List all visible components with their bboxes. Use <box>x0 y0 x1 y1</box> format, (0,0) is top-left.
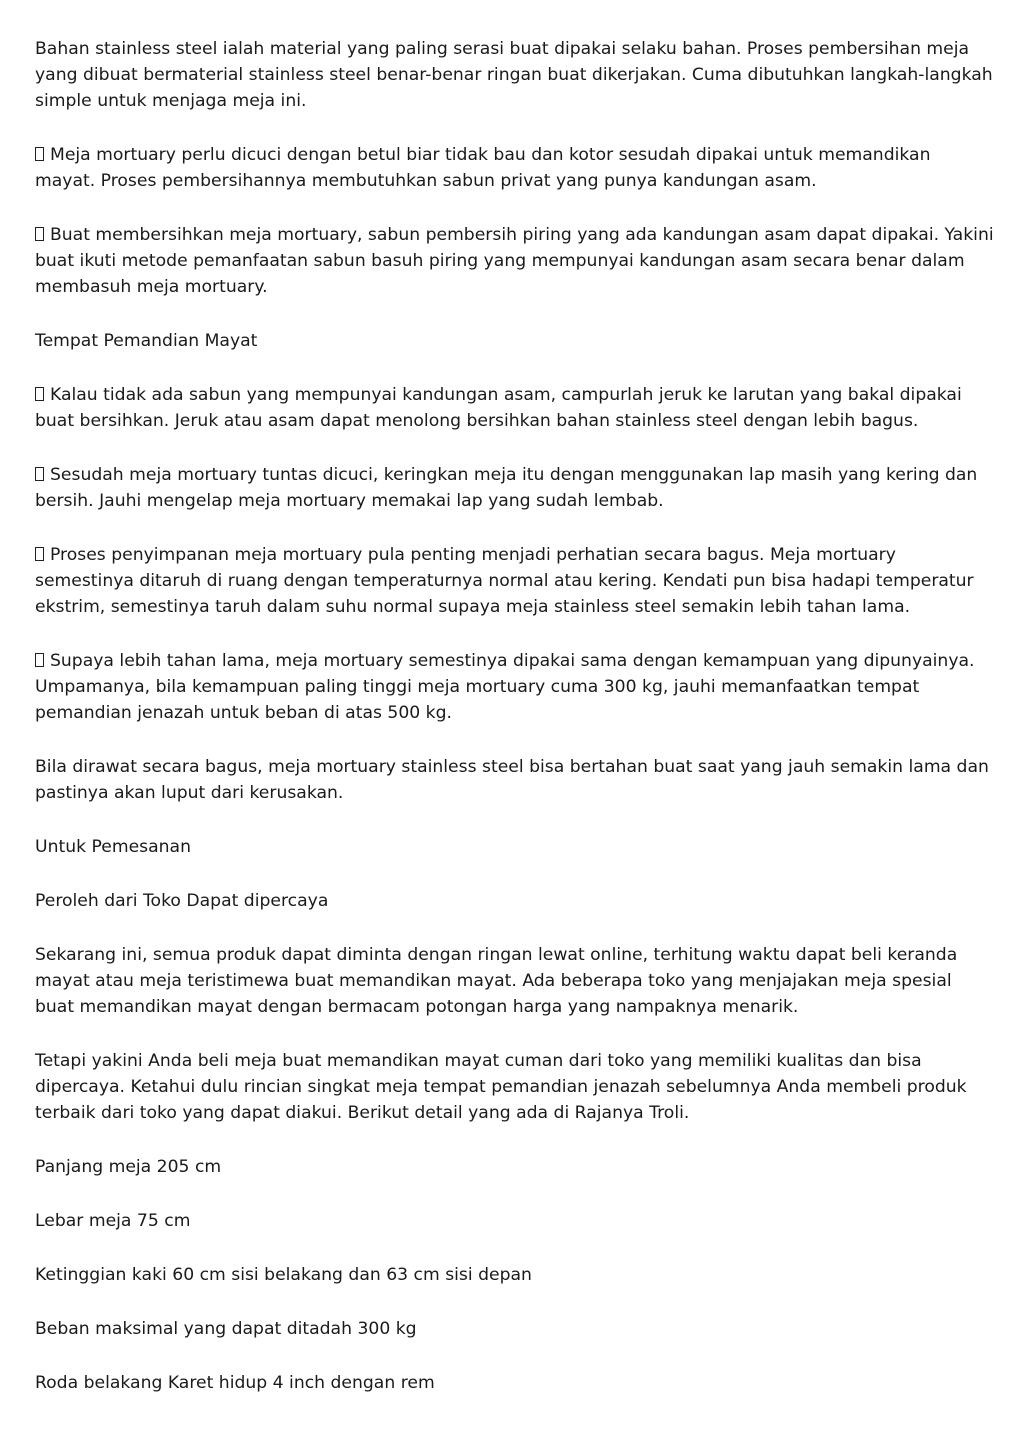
missing-glyph-icon <box>35 547 44 561</box>
spec-line: Beban maksimal yang dapat ditadah 300 kg <box>35 1319 417 1339</box>
spec-line: Ketinggian kaki 60 cm sisi belakang dan 63 cm sisi depan <box>35 1265 532 1285</box>
paragraph-heading: Untuk Pemesanan <box>35 837 191 857</box>
bullet-paragraph: Buat membersihkan meja mortuary, sabun pembersih piring yang ada kandungan asam dapat dipakai. Yakini buat ikuti metode pemanfaatan sabun basuh piring yang mempunyai kandungan asam secara benar dalam membasuh meja mortuary. <box>35 225 994 297</box>
paragraph-heading: Tempat Pemandian Mayat <box>35 331 258 351</box>
spec-line: Lebar meja 75 cm <box>35 1211 191 1231</box>
paragraph-body: Bila dirawat secara bagus, meja mortuary stainless steel bisa bertahan buat saat yang jauh semakin lama dan pastinya akan luput dari kerusakan. <box>35 757 989 803</box>
missing-glyph-icon <box>35 147 44 161</box>
bullet-paragraph: Proses penyimpanan meja mortuary pula penting menjadi perhatian secara bagus. Meja mortuary semestinya ditaruh di ruang dengan temperaturnya normal atau kering. Kendati pun bisa hadapi temperatur ekstrim, semestinya taruh dalam suhu normal supaya meja stainless steel semakin lebih tahan lama. <box>35 545 974 617</box>
missing-glyph-icon <box>35 653 44 667</box>
bullet-paragraph: Meja mortuary perlu dicuci dengan betul biar tidak bau dan kotor sesudah dipakai untuk memandikan mayat. Proses pembersihannya membutuhkan sabun privat yang punya kandungan asam. <box>35 145 931 191</box>
paragraph-body: Sekarang ini, semua produk dapat diminta dengan ringan lewat online, terhitung waktu dapat beli keranda mayat atau meja teristimewa buat memandikan mayat. Ada beberapa toko yang menjajakan meja spesial buat memandikan mayat dengan bermacam potongan harga yang nampaknya menarik. <box>35 945 958 1017</box>
bullet-paragraph: Sesudah meja mortuary tuntas dicuci, keringkan meja itu dengan menggunakan lap masih yang kering dan bersih. Jauhi mengelap meja mortuary memakai lap yang sudah lembab. <box>35 465 978 511</box>
missing-glyph-icon <box>35 387 44 401</box>
spec-line: Panjang meja 205 cm <box>35 1157 222 1177</box>
paragraph-body: Tetapi yakini Anda beli meja buat memandikan mayat cuman dari toko yang memiliki kualitas dan bisa dipercaya. Ketahui dulu rincian singkat meja tempat pemandian jenazah sebelumnya Anda membeli produk terbaik dari toko yang dapat diakui. Berikut detail yang ada di Rajanya Troli. <box>35 1051 967 1123</box>
missing-glyph-icon <box>35 467 44 481</box>
paragraph-heading: Peroleh dari Toko Dapat dipercaya <box>35 891 329 911</box>
bullet-paragraph: Kalau tidak ada sabun yang mempunyai kandungan asam, campurlah jeruk ke larutan yang bakal dipakai buat bersihkan. Jeruk atau asam dapat menolong bersihkan bahan stainless steel dengan lebih bagus. <box>35 385 962 431</box>
spec-line: Roda belakang Karet hidup 4 inch dengan rem <box>35 1373 435 1393</box>
bullet-paragraph: Supaya lebih tahan lama, meja mortuary semestinya dipakai sama dengan kemampuan yang dipunyainya. Umpamanya, bila kemampuan paling tinggi meja mortuary cuma 300 kg, jauhi memanfaatkan tempat pemandian jenazah untuk beban di atas 500 kg. <box>35 651 975 723</box>
paragraph-intro: Bahan stainless steel ialah material yang paling serasi buat dipakai selaku bahan. Proses pembersihan meja yang dibuat bermaterial stainless steel benar-benar ringan buat dikerjakan. Cuma dibutuhkan langkah-langkah simple untuk menjaga meja ini. <box>35 39 993 111</box>
missing-glyph-icon <box>35 227 44 241</box>
